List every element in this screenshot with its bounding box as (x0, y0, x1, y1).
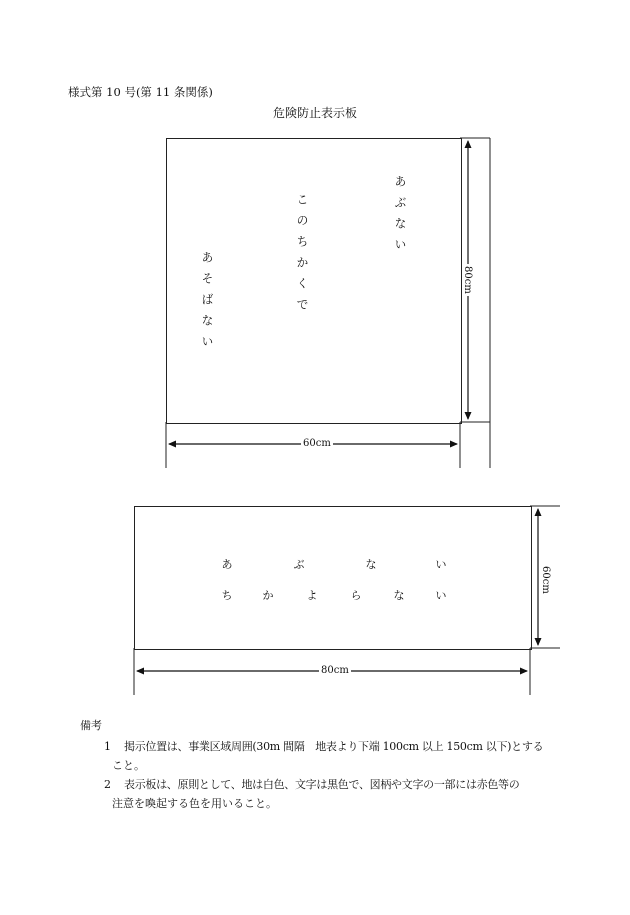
sign-row1-char: い (435, 558, 447, 571)
sign-row1-char: な (365, 558, 377, 571)
sign-row1-char: あ (221, 558, 233, 571)
note-text-1b: こと。 (112, 759, 145, 772)
sign-text-column-3: あそばない (200, 251, 214, 356)
note-text-2b: 注意を喚起する色を用いること。 (112, 797, 277, 810)
width-label-80cm: 80cm (321, 665, 349, 676)
note-number-2: 2 (104, 778, 111, 791)
form-number-label: 様式第 10 号(第 11 条関係) (68, 85, 213, 99)
sign-text-column-2: このちかくで (295, 193, 309, 319)
height-label-80cm: 80cm (462, 266, 473, 294)
horizontal-sign-board (134, 506, 532, 650)
height-label-60cm: 60cm (540, 566, 551, 594)
sign-row1-char: ぶ (293, 558, 305, 571)
note-text-2a: 表示板は、原則として、地は白色、文字は黒色で、図柄や文字の一部には赤色等の (124, 778, 520, 791)
document-title: 危険防止表示板 (272, 106, 357, 120)
sign-row2-char: い (435, 589, 447, 602)
notes-heading: 備考 (80, 719, 102, 732)
sign-row2-char: な (393, 589, 405, 602)
width-label-60cm: 60cm (303, 438, 331, 449)
sign-row2-char: よ (306, 589, 318, 602)
sign-row2-char: ち (221, 589, 233, 602)
sign-text-column-1: あぶない (393, 175, 407, 259)
note-text-1a: 掲示位置は、事業区域周囲(30m 間隔 地表より下端 100cm 以上 150cm 以下)とする (124, 740, 544, 753)
sign-row2-char: か (262, 589, 274, 602)
sign-row2-char: ら (350, 589, 362, 602)
note-number-1: 1 (104, 740, 111, 753)
